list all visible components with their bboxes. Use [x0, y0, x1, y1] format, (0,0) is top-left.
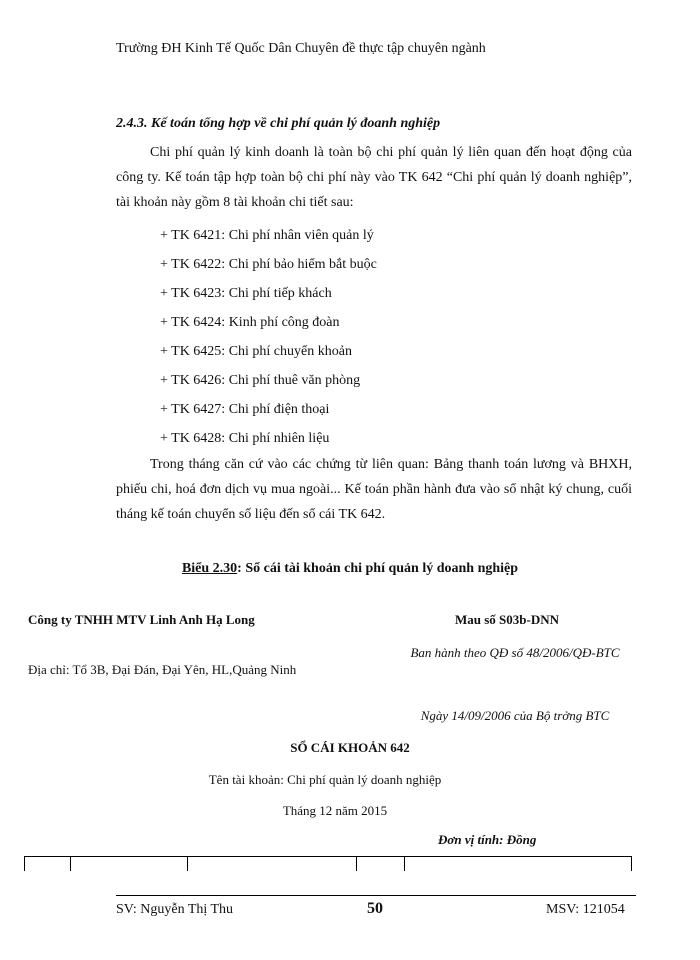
table-divider — [70, 857, 71, 871]
list-item: + TK 6428: Chi phí nhiên liệu — [160, 431, 330, 446]
account-name: Tên tài khoản: Chi phí quản lý doanh nghiệp — [208, 772, 442, 787]
list-item: + TK 6421: Chi phí nhân viên quản lý — [160, 228, 374, 243]
table-divider — [404, 857, 405, 871]
table-divider — [356, 857, 357, 871]
list-item: + TK 6422: Chi phí bảo hiểm bắt buộc — [160, 257, 377, 272]
list-item: + TK 6424: Kinh phí công đoàn — [160, 315, 340, 330]
student-id: MSV: 121054 — [546, 902, 625, 917]
list-item: + TK 6423: Chi phí tiếp khách — [160, 286, 332, 301]
table-divider — [24, 857, 25, 871]
account-list — [160, 221, 377, 453]
issued-decision: Ban hành theo QĐ số 48/2006/QĐ-BTC — [410, 645, 620, 660]
currency-unit: Đơn vị tính: Đồng — [438, 832, 537, 847]
figure-label: Biểu 2.30 — [181, 561, 238, 576]
process-paragraph-text: Trong tháng căn cứ vào các chứng từ liên quan: Bảng thanh toán lương và BHXH, phiếu chi, hoá đơn dịch vụ mua ngoài... Kế toán phần hành đưa vào sổ nhật ký chung, cuối tháng kế toán chuyển số liệu đến sổ cái TK 642. — [116, 457, 632, 522]
issued-date: Ngày 14/09/2006 của Bộ trởng BTC — [420, 708, 610, 723]
list-item: + TK 6426: Chi phí thuê văn phòng — [160, 373, 361, 388]
ledger-title: SỔ CÁI KHOẢN 642 — [290, 740, 410, 755]
intro-paragraph-text: Chi phí quản lý kinh doanh là toàn bộ chi phí quản lý liên quan đến hoạt động của công ty. Kế toán tập hợp toàn bộ chi phí này vào TK 642 “Chi phí quản lý doanh nghiệp”, tài khoản này gồm 8 tài khoản chi tiết sau: — [116, 145, 632, 210]
figure-caption-text: : Sổ cái tài khoản chi phí quản lý doanh nghiệp — [237, 561, 519, 576]
page-number: 50 — [367, 900, 383, 917]
form-number: Mau số S03b-DNN — [455, 612, 560, 627]
intro-paragraph — [116, 140, 632, 215]
company-address: Địa chỉ: Tổ 3B, Đại Đán, Đại Yên, HL,Quảng Ninh — [28, 662, 297, 677]
page-header: Trường ĐH Kinh Tế Quốc Dân Chuyên đề thực tập chuyên ngành — [116, 41, 486, 56]
table-divider — [631, 857, 632, 871]
footer-divider — [116, 895, 636, 896]
table-divider — [187, 857, 188, 871]
figure-caption — [0, 561, 700, 577]
list-item: + TK 6425: Chi phí chuyển khoản — [160, 344, 352, 359]
ledger-period: Tháng 12 năm 2015 — [282, 803, 388, 818]
ledger-table-top — [24, 856, 632, 871]
student-name: SV: Nguyễn Thị Thu — [116, 902, 234, 917]
list-item: + TK 6427: Chi phí điện thoại — [160, 402, 330, 417]
process-paragraph — [116, 452, 632, 527]
company-name: Công ty TNHH MTV Linh Anh Hạ Long — [28, 612, 255, 627]
section-title: 2.4.3. Kế toán tổng hợp về chi phí quản lý đoanh nghiệp — [116, 116, 441, 131]
